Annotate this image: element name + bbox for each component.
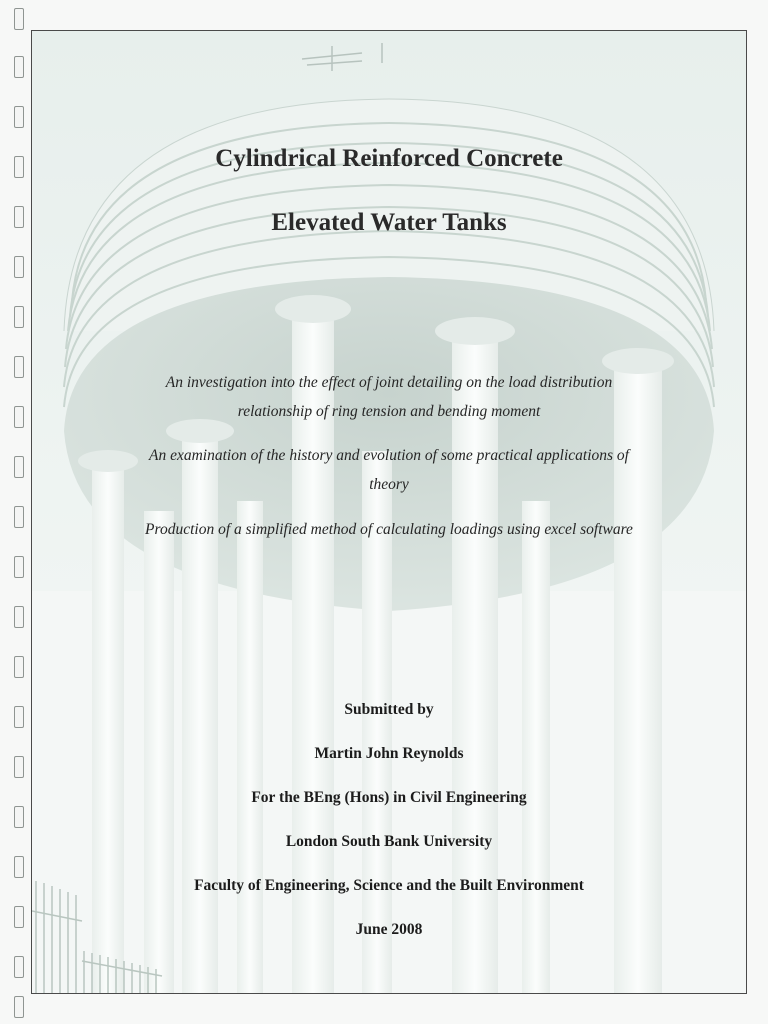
title-line-2: Elevated Water Tanks xyxy=(271,209,507,236)
submitted-by-label: Submitted by xyxy=(344,701,434,718)
cover-frame xyxy=(31,30,747,994)
spiral-binding xyxy=(8,0,30,1024)
objective-1: An investigation into the effect of joint detailing on the load distribution relationship of ring tension and bending moment xyxy=(165,374,613,420)
title-line-1: Cylindrical Reinforced Concrete xyxy=(215,145,563,172)
author-name: Martin John Reynolds xyxy=(314,745,464,762)
submission-date: June 2008 xyxy=(355,921,423,938)
objective-2: An examination of the history and evolution of some practical applications of theory xyxy=(148,447,629,493)
degree: For the BEng (Hons) in Civil Engineering xyxy=(251,789,527,806)
objective-3: Production of a simplified method of calculating loadings using excel software xyxy=(145,521,633,538)
university: London South Bank University xyxy=(285,833,493,850)
faculty: Faculty of Engineering, Science and the Built Environment xyxy=(194,877,584,894)
